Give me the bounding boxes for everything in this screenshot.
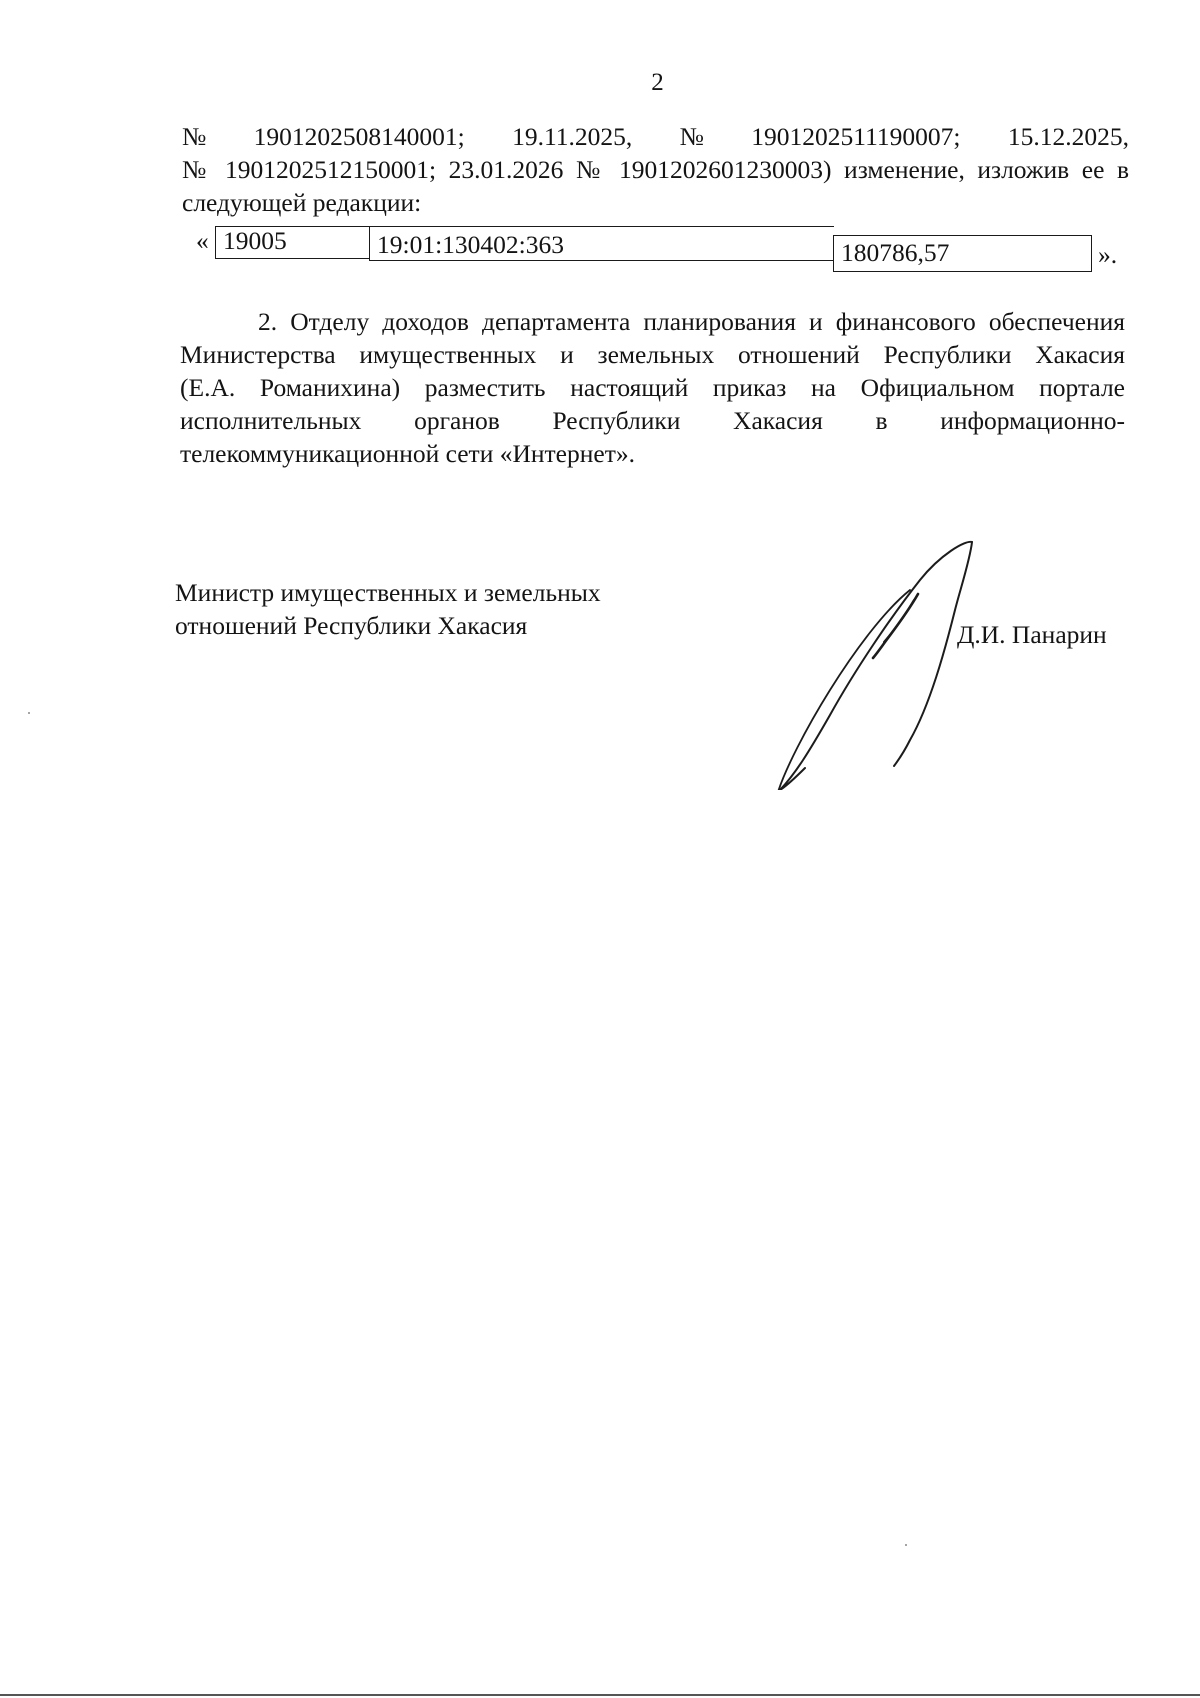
text-segment: 15.12.2025, xyxy=(1007,122,1129,151)
scan-edge-line xyxy=(0,1694,1200,1696)
cell-text: 180786,57 xyxy=(841,238,950,267)
position-line-1: Министр имущественных и земельных xyxy=(175,578,601,607)
table-cell-code xyxy=(215,226,370,259)
cell-text: 19005 xyxy=(223,226,287,255)
paragraph-2 xyxy=(180,305,1125,470)
table-cell-value xyxy=(833,235,1092,272)
text-segment: 1901202508140001; xyxy=(253,122,465,151)
close-quote: ». xyxy=(1098,240,1118,269)
paragraph-line-1 xyxy=(182,120,1129,153)
text-segment: 1901202511190007; xyxy=(751,122,961,151)
paragraph-line-2: № 1901202512150001; 23.01.2026 № 1901202601230003) изменение, изложив ее в xyxy=(182,155,1129,184)
paragraph-line-3: следующей редакции: xyxy=(182,188,422,217)
handwritten-signature xyxy=(760,530,1000,790)
paragraph-line-2: Министерства имущественных и земельных отношений Республики Хакасия xyxy=(180,340,1125,369)
paragraph-last-line: телекоммуникационной сети «Интернет». xyxy=(180,439,635,468)
continuation-paragraph xyxy=(182,120,1129,219)
paragraph-line-4: исполнительных органов Республики Хакасия в информационно- xyxy=(180,406,1125,435)
text-segment: 19.11.2025, xyxy=(512,122,633,151)
scan-speck xyxy=(28,712,30,714)
page-number: 2 xyxy=(651,69,664,96)
signer-position xyxy=(175,576,695,642)
text-segment: № xyxy=(679,122,704,151)
paragraph-line-3: (Е.А. Романихина) разместить настоящий приказ на Официальном портале xyxy=(180,373,1125,402)
scan-speck xyxy=(905,1544,907,1546)
text-segment: № xyxy=(182,122,207,151)
paragraph-line-1: 2. Отделу доходов департамента планирования и финансового обеспечения xyxy=(258,307,1125,336)
open-quote: « xyxy=(196,226,209,255)
cell-text: 19:01:130402:363 xyxy=(377,230,565,259)
signer-name: Д.И. Панарин xyxy=(957,620,1107,649)
table-cell-cadastral-number xyxy=(369,226,834,261)
position-line-2: отношений Республики Хакасия xyxy=(175,611,528,640)
